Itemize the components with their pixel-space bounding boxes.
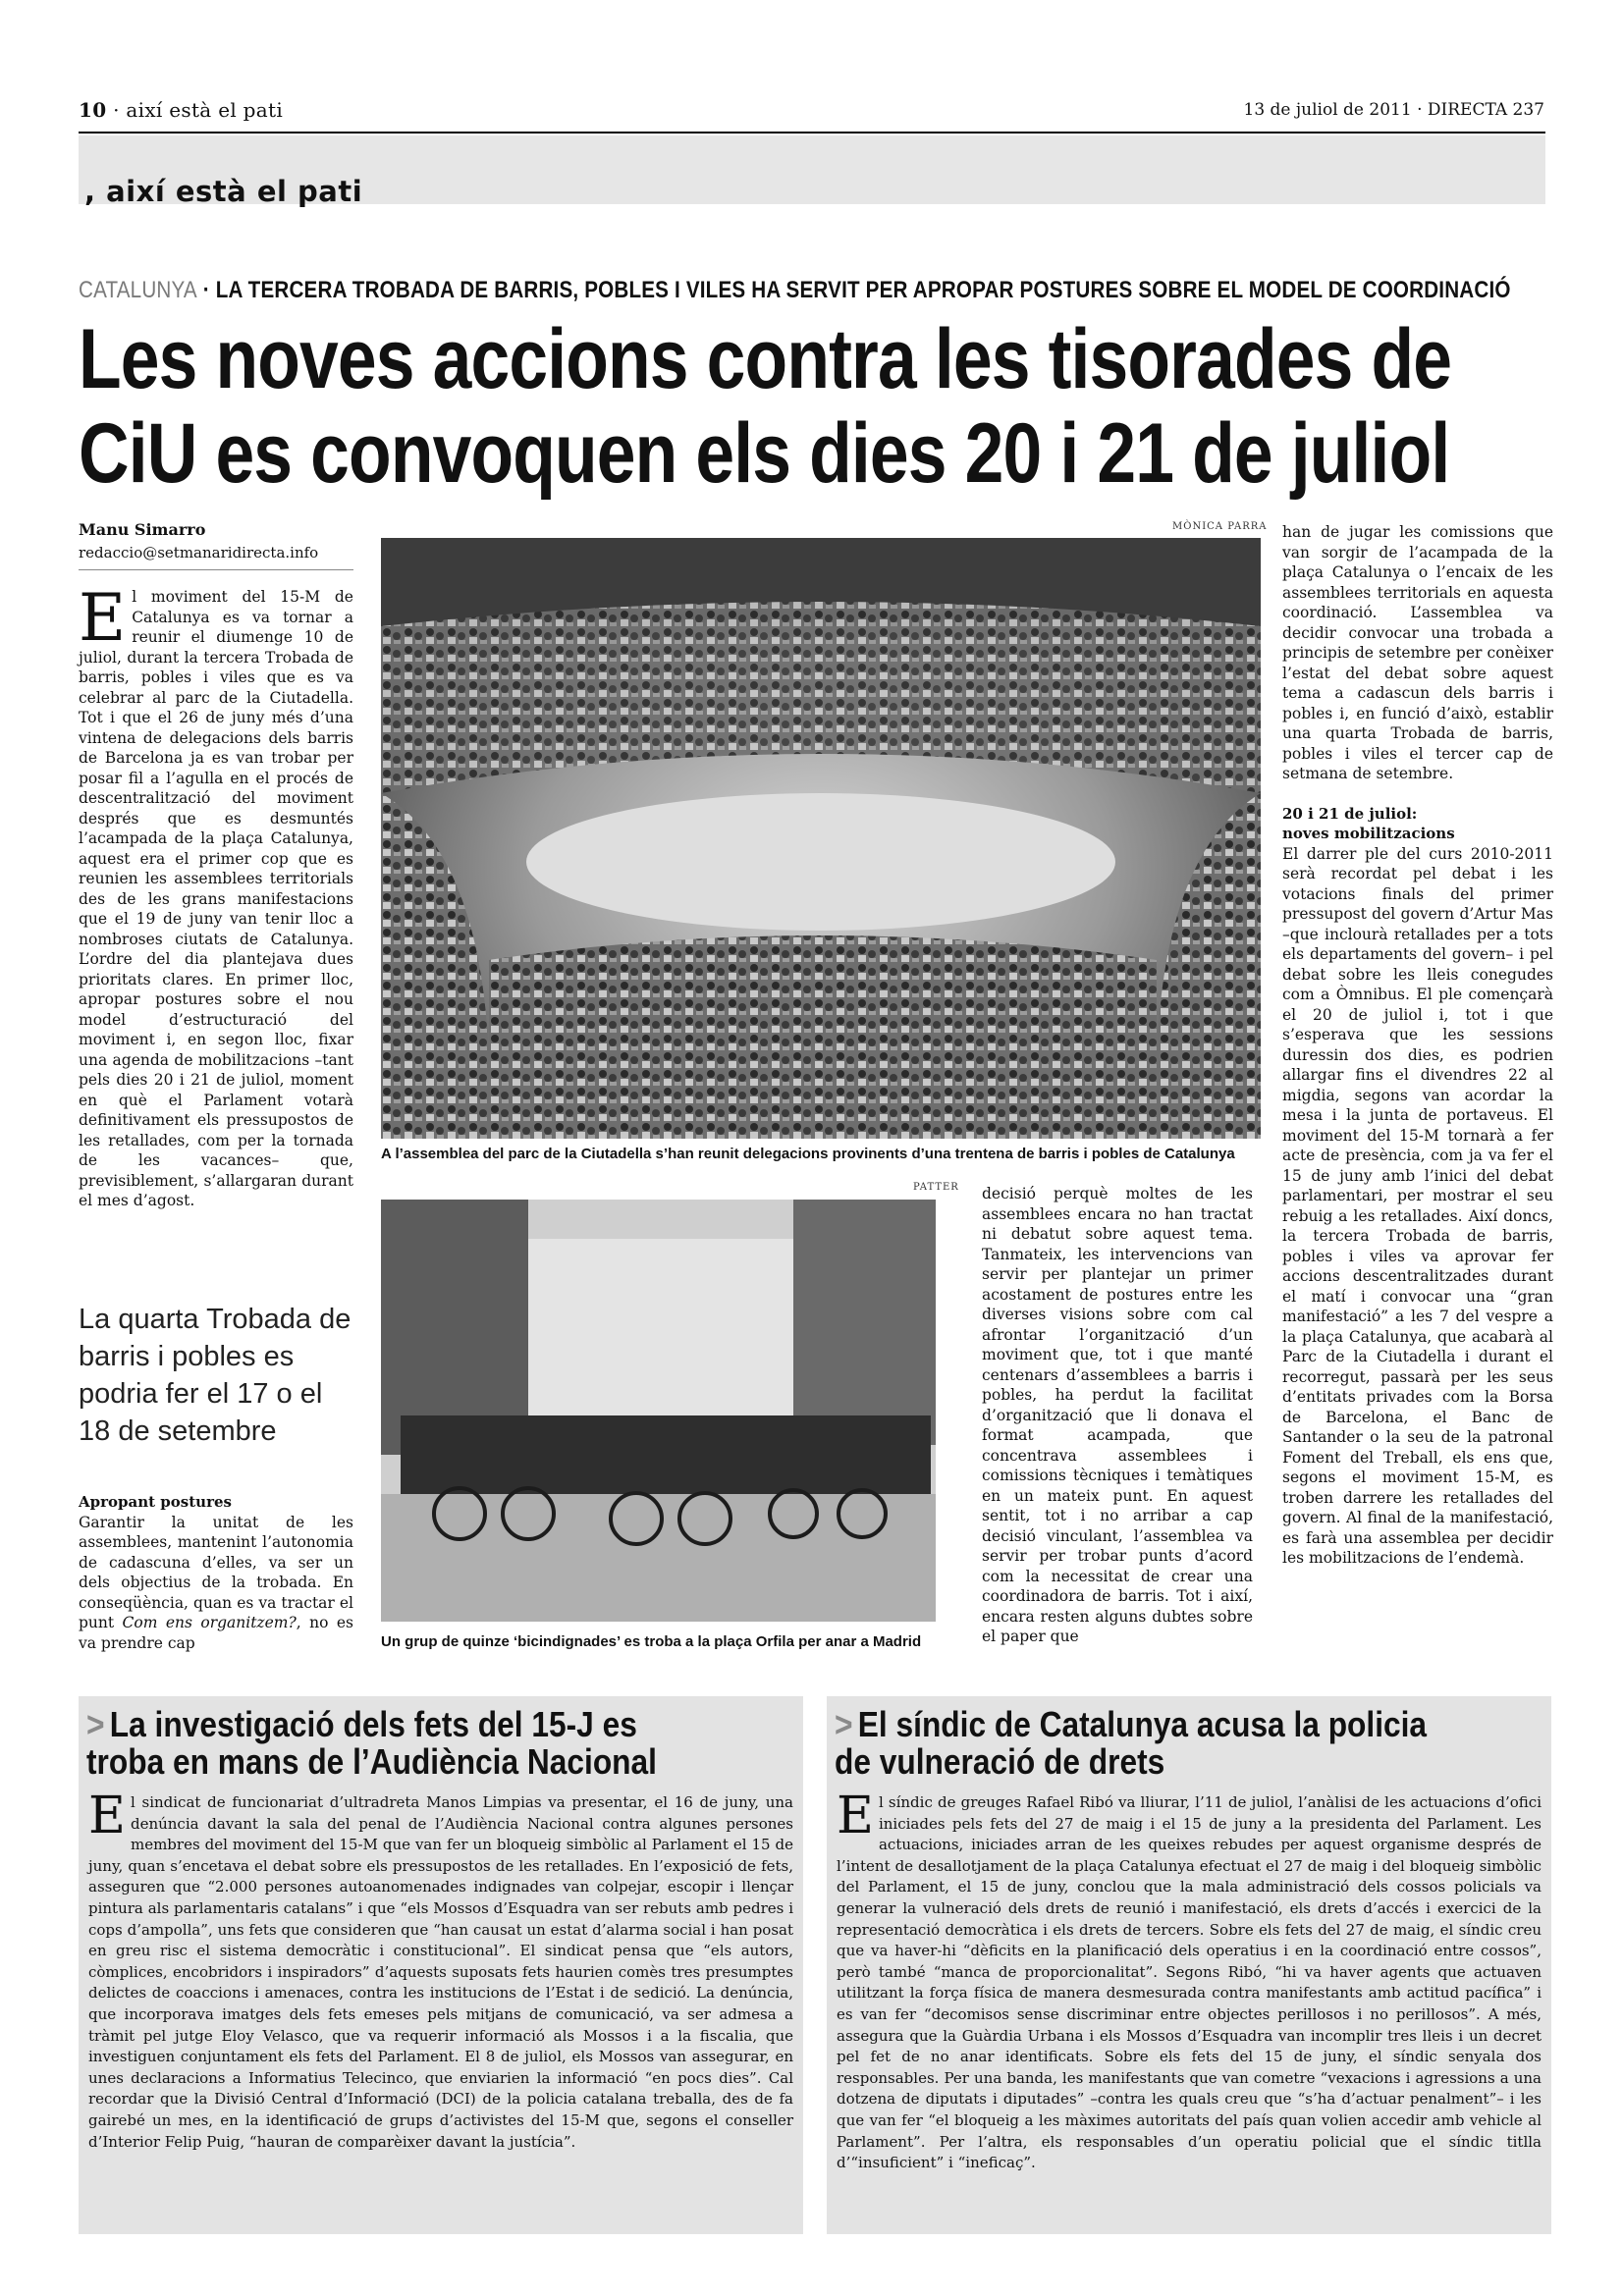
box-2-title	[835, 1706, 1457, 1781]
issue-date: 13 de juliol de 2011	[1243, 100, 1412, 120]
folio: 10 · així està el pati	[79, 98, 284, 122]
box-2-text: l síndic de greuges Rafael Ribó va lliurar, l’11 de juliol, l’anàlisi de les actuacions d’ofici iniciades pels fets del 27 de maig i el 15 de juny a la presidenta del Parlament. Les actuacions, iniciades arran de les queixes rebudes per aquest organisme després de l’intent de desallotjament de la plaça Catalunya efectuat el 27 de maig i del bloqueig simbòlic del Parlament, el 15 de juny, conclou que la mala administració dels cossos policials va generar la vulneració dels drets de reunió i manifestació, els drets d’accés i exercici de la representació democràtica i els drets de tercers. Sobre els fets del 27 de maig, el síndic creu que va haver-hi “dèficits en la planificació dels operatius i en la coordinació entre cossos”, però també “manca de proporcionalitat”. Segons Ribó, “hi va haver agents que actuaven utilitzant la força física de manera desmesurada contra manifestants amb actitud pacífica” i es van fer “decomisos sense discriminar entre objectes perillosos i no perillosos”. A més, assegura que la Guàrdia Urbana i els Mossos d’Esquadra van incomplir tres lleis i un decret pel fet de no anar identificats. Sobre els fets del 15 de juny, el síndic senyala dos responsables. Per una banda, les manifestants que van cometre “vexacions i agressions a una dotzena de diputats i diputades” –contra les quals creu que “s’ha d’actuar penalment”– i les que van fer “el bloqueig a les màximes autoritats del país quan volien accedir amb vehicle al Parlament”. Per l’altra, els responsables d’un operatiu policial que el síndic titlla d’“insuficient” i “ineficaç”.	[837, 1793, 1542, 2172]
subhead-mobilitzacions-1: 20 i 21 de juliol:	[1282, 804, 1418, 823]
publication-name: DIRECTA 237	[1427, 100, 1544, 120]
photo-2-caption: Un grup de quinze ‘bicindignades’ es troba a la plaça Orfila per anar a Madrid	[381, 1633, 922, 1650]
box-1-text-block	[88, 1787, 793, 2153]
column-1b-text	[79, 1513, 353, 1654]
article-column-1b	[79, 1492, 353, 1653]
photo-2-credit: PATTER	[913, 1182, 959, 1193]
cyclists-photo	[381, 1200, 936, 1622]
assembly-photo-graphic	[381, 538, 1261, 1139]
box-2-title-line-1: El síndic de Catalunya acusa la policia	[857, 1704, 1428, 1744]
column-1-text: l moviment del 15-M de Catalunya es va tornar a reunir el diumenge 10 de juliol, durant la tercera Trobada de barris, pobles i viles que es va celebrar al parc de la Ciutadella. Tot i que el 26 de juny més d’una vintena de delegacions dels barris de Barcelona ja es van trobar per posar fil a l’agulla en el procés de descentralització del moviment després que es desmuntés l’acampada de la plaça Catalunya, aquest era el primer cop que es reunien les assemblees territorials des de les grans manifestacions que el 19 de juny van tenir lloc a nombroses ciutats de Catalunya. L’ordre del dia plantejava dues prioritats clares. En primer lloc, apropar postures sobre el nou model d’estructuració del moviment i, en segon lloc, fixar una agenda de mobilitzacions –tant pels dies 20 i 21 de juliol, moment en què el Parlament votarà definitivament els pressupostos de les retallades, com per la tornada de les vacances– que, previsiblement, s’allargaran durant el mes d’agost.	[79, 588, 353, 1209]
box-1-title-line-2: troba en mans de l’Audiència Nacional	[86, 1741, 657, 1782]
column-4-text-b: El darrer ple del curs 2010-2011 serà recordat pel debat i les votacions finals del primer pressupost del govern d’Artur Mas –que inclourà retallades per a tots els departaments del govern– i pel debat sobre les lleis conegudes com a Òmnibus. El ple començarà el 20 de juliol i, tot i que s’esperava que les sessions duressin dos dies, es podrien allargar fins el divendres 22 al migdia, segons van acordar la mesa i la junta de portaveus. El moviment del 15-M tornarà a fer acte de presència, com ja va fer el 15 de juny amb l’inici del debat parlamentari, per mostrar el seu rebuig a les retallades. Així doncs, la tercera Trobada de barris, pobles i viles va aprovar fer accions descentralitzades durant el matí i convocar una “gran manifestació” a les 7 del vespre a la plaça Catalunya, que acabarà al Parc de la Ciutadella i durant el recorregut, passarà per les seus d’entitats privades com la Borsa de Barcelona, el Banc de Santander o la seu de la patronal Foment del Treball, els ens que, segons el moviment 15-M, es troben darrere les retallades del govern. Al final de la manifestació, es farà una assemblea per decidir les mobilitzacions de l’endemà.	[1282, 844, 1553, 1567]
section-title: , així està el pati	[84, 175, 363, 208]
box-1-arrow: >	[86, 1704, 105, 1744]
dropcap: E	[79, 580, 127, 656]
sidebar-box-2	[827, 1696, 1551, 2234]
box-2-arrow: >	[835, 1704, 853, 1744]
column-1b-text-a: Garantir la unitat de les assemblees, mantenint l’autonomia de cadascuna d’elles, va ser un dels objectius de la trobada. En conseqüència, quan es va tractar el punt	[79, 1513, 353, 1631]
kicker-text: · LA TERCERA TROBADA DE BARRIS, POBLES I VILES HA SERVIT PER APROPAR POSTURES SOBRE EL MODEL DE COORDINACIÓ	[196, 277, 1511, 303]
box-2-text-block	[837, 1787, 1542, 2174]
column-1b-text-em: Com ens organitzem?	[122, 1614, 297, 1631]
headline-line-2: CiU es convoquen els dies 20 i 21 de juliol	[79, 406, 1450, 501]
subhead-apropant: Apropant postures	[79, 1493, 232, 1511]
column-3-text: decisió perquè moltes de les assemblees encara no han tractat ni debatut sobre aquest tema. Tanmateix, les intervencions van servir per plantejar un primer acostament de postures entre les diverses visions sobre com cal afrontar l’organització d’un moviment que, tot i que manté centenars d’assemblees a barris i pobles, ha perdut la facilitat d’organització que li donava el format acampada, que concentrava assemblees i comissions tècniques i temàtiques en un mateix punt. En aquest sentit, tot i no arribar a cap decisió vinculant, l’assemblea va servir per trobar punts d’acord com la necessitat de crear una coordinadora de barris. Tot i així, encara resten alguns dubtes sobre el paper que	[982, 1185, 1253, 1645]
cyclists-photo-graphic	[381, 1200, 936, 1622]
kicker-region: CATALUNYA	[79, 277, 197, 303]
headline	[79, 312, 1545, 501]
article-column-1	[79, 580, 353, 1211]
byline-rule	[79, 569, 353, 570]
box-1-title-line-1: La investigació dels fets del 15-J es	[109, 1704, 637, 1744]
author-email: redaccio@setmanaridirecta.info	[79, 544, 319, 561]
box-2-title-line-2: de vulneració de drets	[835, 1741, 1165, 1782]
header-rule	[79, 132, 1545, 133]
column-1b-text-b: , no es va prendre cap	[79, 1614, 353, 1652]
issue-info: 13 de juliol de 2011 · DIRECTA 237	[1243, 100, 1544, 120]
box-1-dropcap: E	[88, 1787, 126, 1845]
photo-1-credit: MÒNICA PARRA	[1172, 521, 1268, 532]
article-column-4	[1282, 522, 1553, 1569]
author: Manu Simarro	[79, 520, 206, 539]
subhead-mobilitzacions-2: noves mobilitzacions	[1282, 825, 1455, 842]
article-column-3	[982, 1184, 1253, 1647]
box-1-text: l sindicat de funcionariat d’ultradreta Manos Limpias va presentar, el 16 de juny, una denúncia davant la sala del penal de l’Audiència Nacional contra algunes persones membres del moviment del 15-M que van fer un bloqueig simbòlic al Parlament el 15 de juny, quan s’encetava el debat sobre els pressupostos de les retallades. En l’exposició de fets, asseguren que “2.000 persones autoanomenades indignades van colpejar, escopir i llençar pintura als parlamentaris catalans” i que “els Mossos d’Esquadra van ser rebuts amb pedres i cops d’ampolla”, uns fets que consideren que “han causat un estat d’alarma social i han posat en greu risc el sistema democràtic i constitucional”. El sindicat pensa que “els autors, còmplices, encobridors i inspiradors” d’aquests suposats fets haurien comès tres presumptes delictes de coaccions i amenaces, contra les institucions de l’Estat i de sedició. La denúncia, que incorporava imatges dels fets emeses pels mitjans de comunicació, va ser admesa a tràmit pel jutge Eloy Velasco, que va requerir informació als Mossos i a la fiscalia, que investiguen conjuntament els fets del Parlament. El 8 de juliol, els Mossos van assegurar, en unes declaracions a Informatius Telecinco, que enviarien la informació “en pocs dies”. Cal recordar que la Divisió Central d’Informació (DCI) de la policia catalana treballa, des de fa gairebé un mes, en la identificació de grups d’activistes del 15-M que, segons el conseller d’Interior Felip Puig, “hauran de comparèixer davant la justícia”.	[88, 1793, 793, 2151]
headline-line-1: Les noves accions contra les tisorades de	[79, 312, 1452, 406]
sidebar-box-1	[79, 1696, 803, 2234]
kicker	[79, 277, 1511, 304]
assembly-photo	[381, 538, 1261, 1139]
folio-section: així està el pati	[126, 98, 284, 122]
pull-quote: La quarta Trobada de barris i pobles es podria fer el 17 o el 18 de setembre	[79, 1304, 352, 1447]
photo-1-caption: A l’assemblea del parc de la Ciutadella s’han reunit delegacions provinents d’una trentena de barris i pobles de Catalunya	[381, 1146, 1235, 1162]
page-number: 10	[79, 98, 107, 122]
box-1-title	[86, 1706, 709, 1781]
column-4-text-a: han de jugar les comissions que van sorgir de l’acampada de la plaça Catalunya o l’encaix de les assemblees territorials en aquesta coordinació. L’assemblea va decidir convocar una trobada a principis de setembre per conèixer l’estat del debat sobre aquest tema a cadascun dels barris i pobles i, en funció d’això, establir una quarta Trobada de barris, pobles i viles el tercer cap de setmana de setembre.	[1282, 523, 1553, 782]
box-2-dropcap: E	[837, 1787, 874, 1845]
